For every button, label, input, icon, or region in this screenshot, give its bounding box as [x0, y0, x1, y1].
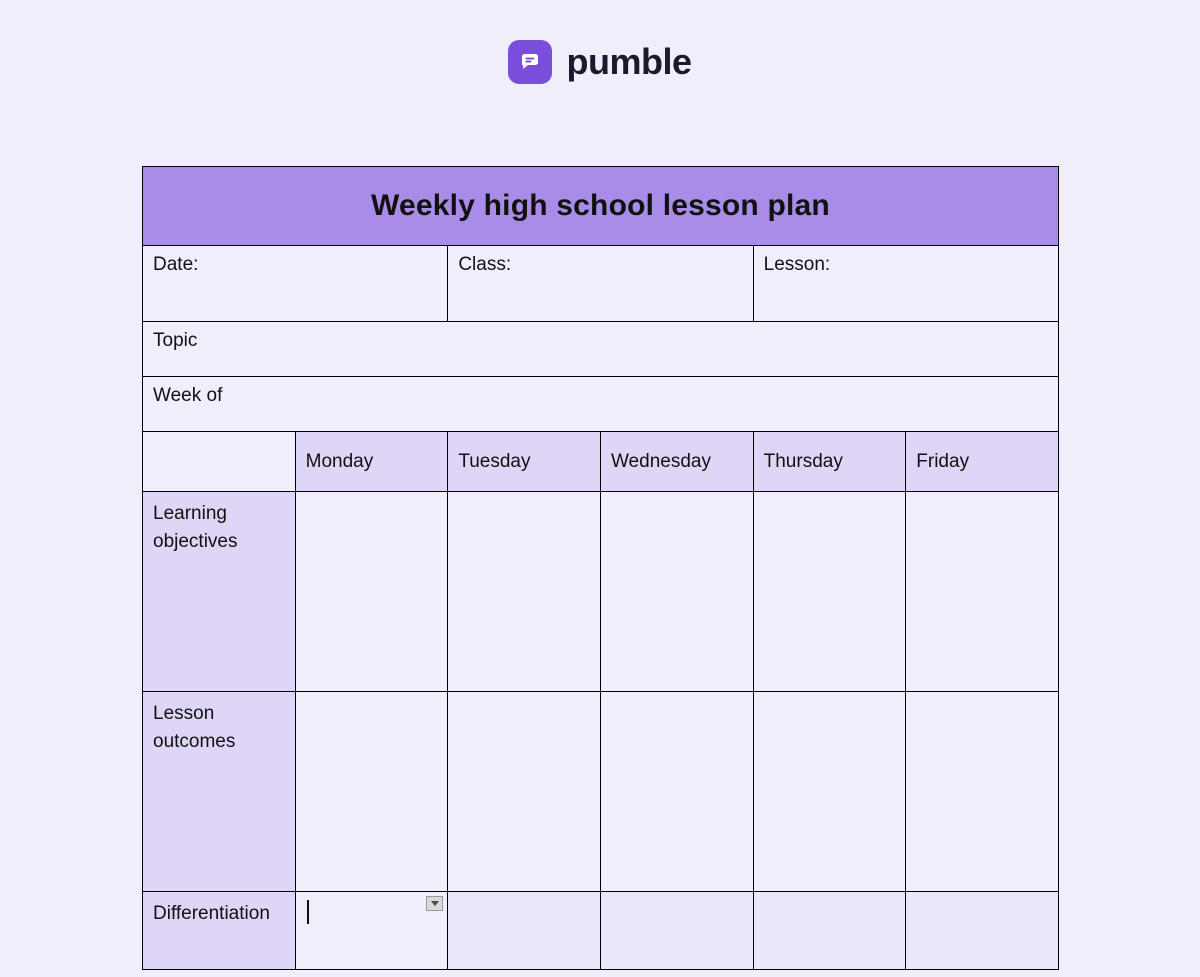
column-header-thursday: Thursday [753, 432, 906, 492]
cell-learning-objectives-wednesday[interactable] [600, 492, 753, 692]
column-header-tuesday: Tuesday [448, 432, 601, 492]
cell-learning-objectives-friday[interactable] [906, 492, 1059, 692]
column-header-monday: Monday [295, 432, 448, 492]
cell-differentiation-tuesday[interactable] [448, 892, 601, 970]
field-class[interactable]: Class: [448, 246, 753, 322]
table-row-title [143, 167, 1059, 246]
cell-lesson-outcomes-friday[interactable] [906, 692, 1059, 892]
field-topic[interactable]: Topic [143, 322, 1059, 377]
table-row [143, 692, 1059, 892]
row-label-learning-objectives: Learning objectives [143, 492, 296, 692]
table-row-meta [143, 246, 1059, 322]
table-row [143, 892, 1059, 970]
brand-name: pumble [566, 41, 692, 82]
cell-differentiation-thursday[interactable] [753, 892, 906, 970]
table-row-week-of [143, 377, 1059, 432]
text-cursor [307, 900, 309, 924]
cell-lesson-outcomes-tuesday[interactable] [448, 692, 601, 892]
cell-differentiation-monday[interactable] [295, 892, 448, 970]
cell-differentiation-friday[interactable] [906, 892, 1059, 970]
cell-learning-objectives-thursday[interactable] [753, 492, 906, 692]
column-header-friday: Friday [906, 432, 1059, 492]
cell-lesson-outcomes-monday[interactable] [295, 692, 448, 892]
field-date[interactable]: Date: [143, 246, 448, 322]
cell-learning-objectives-monday[interactable] [295, 492, 448, 692]
table-row [143, 492, 1059, 692]
lesson-plan-table [142, 166, 1059, 970]
chevron-down-icon[interactable] [426, 896, 443, 911]
cell-lesson-outcomes-wednesday[interactable] [600, 692, 753, 892]
row-label-differentiation: Differentiation [143, 892, 296, 970]
corner-cell [143, 432, 296, 492]
column-header-wednesday: Wednesday [600, 432, 753, 492]
cell-lesson-outcomes-thursday[interactable] [753, 692, 906, 892]
field-lesson[interactable]: Lesson: [753, 246, 1058, 322]
row-label-lesson-outcomes: Lesson outcomes [143, 692, 296, 892]
field-week-of[interactable]: Week of [143, 377, 1059, 432]
page-title: Weekly high school lesson plan [143, 167, 1059, 246]
chat-bubble-icon [508, 40, 552, 84]
cell-learning-objectives-tuesday[interactable] [448, 492, 601, 692]
table-header-row [143, 432, 1059, 492]
cell-differentiation-wednesday[interactable] [600, 892, 753, 970]
table-row-topic [143, 322, 1059, 377]
lesson-plan-document [142, 166, 1059, 970]
brand-header [0, 0, 1200, 96]
